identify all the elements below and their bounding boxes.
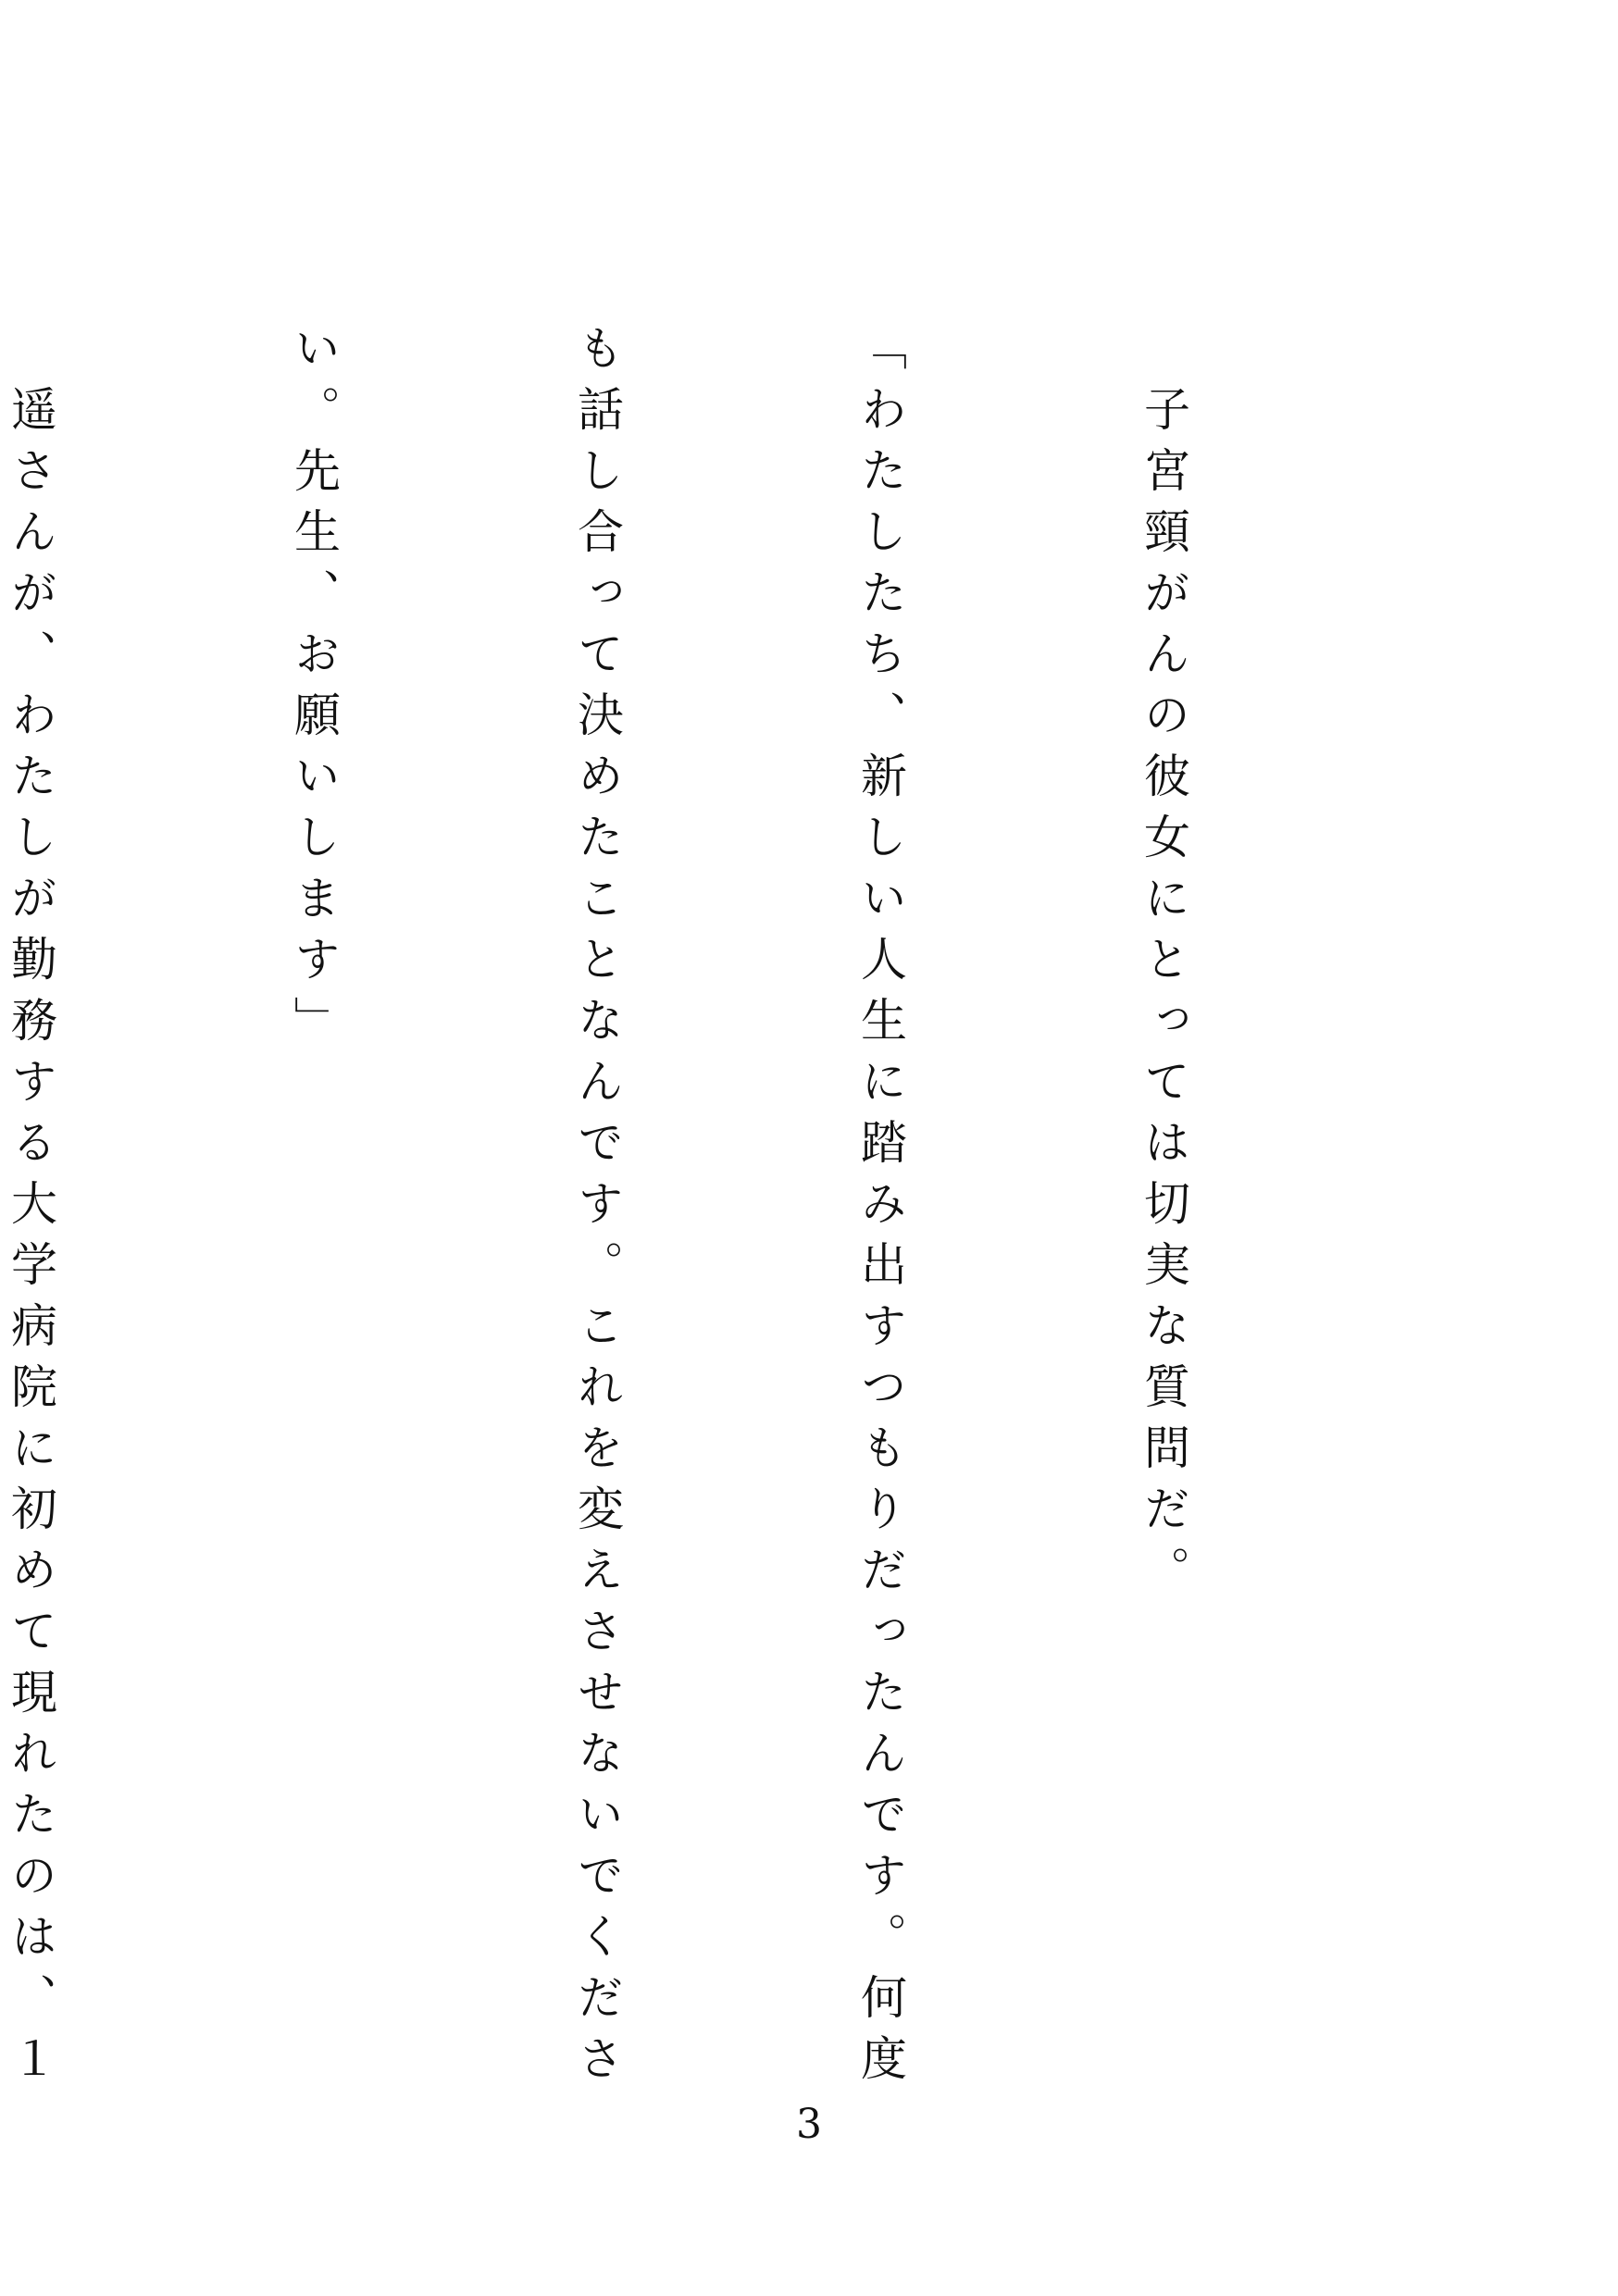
text-line: 子宮頸がんの彼女にとっては切実な質問だ。 [1137, 324, 1190, 1607]
text-line: い。先生、お願いします」 [287, 324, 341, 1057]
text-line: も話し合って決めたことなんです。これを変えさせないでくださ [570, 324, 624, 2095]
text-line: 「わたしたち、新しい人生に踏み出すつもりだったんです。何度 [853, 324, 907, 2095]
vertical-text-body [0, 324, 1400, 2095]
text-line: 遥さんが、わたしが勤務する大学病院に初めて現れたのは、１ [4, 324, 57, 2095]
page-number: 3 [796, 2101, 822, 2148]
